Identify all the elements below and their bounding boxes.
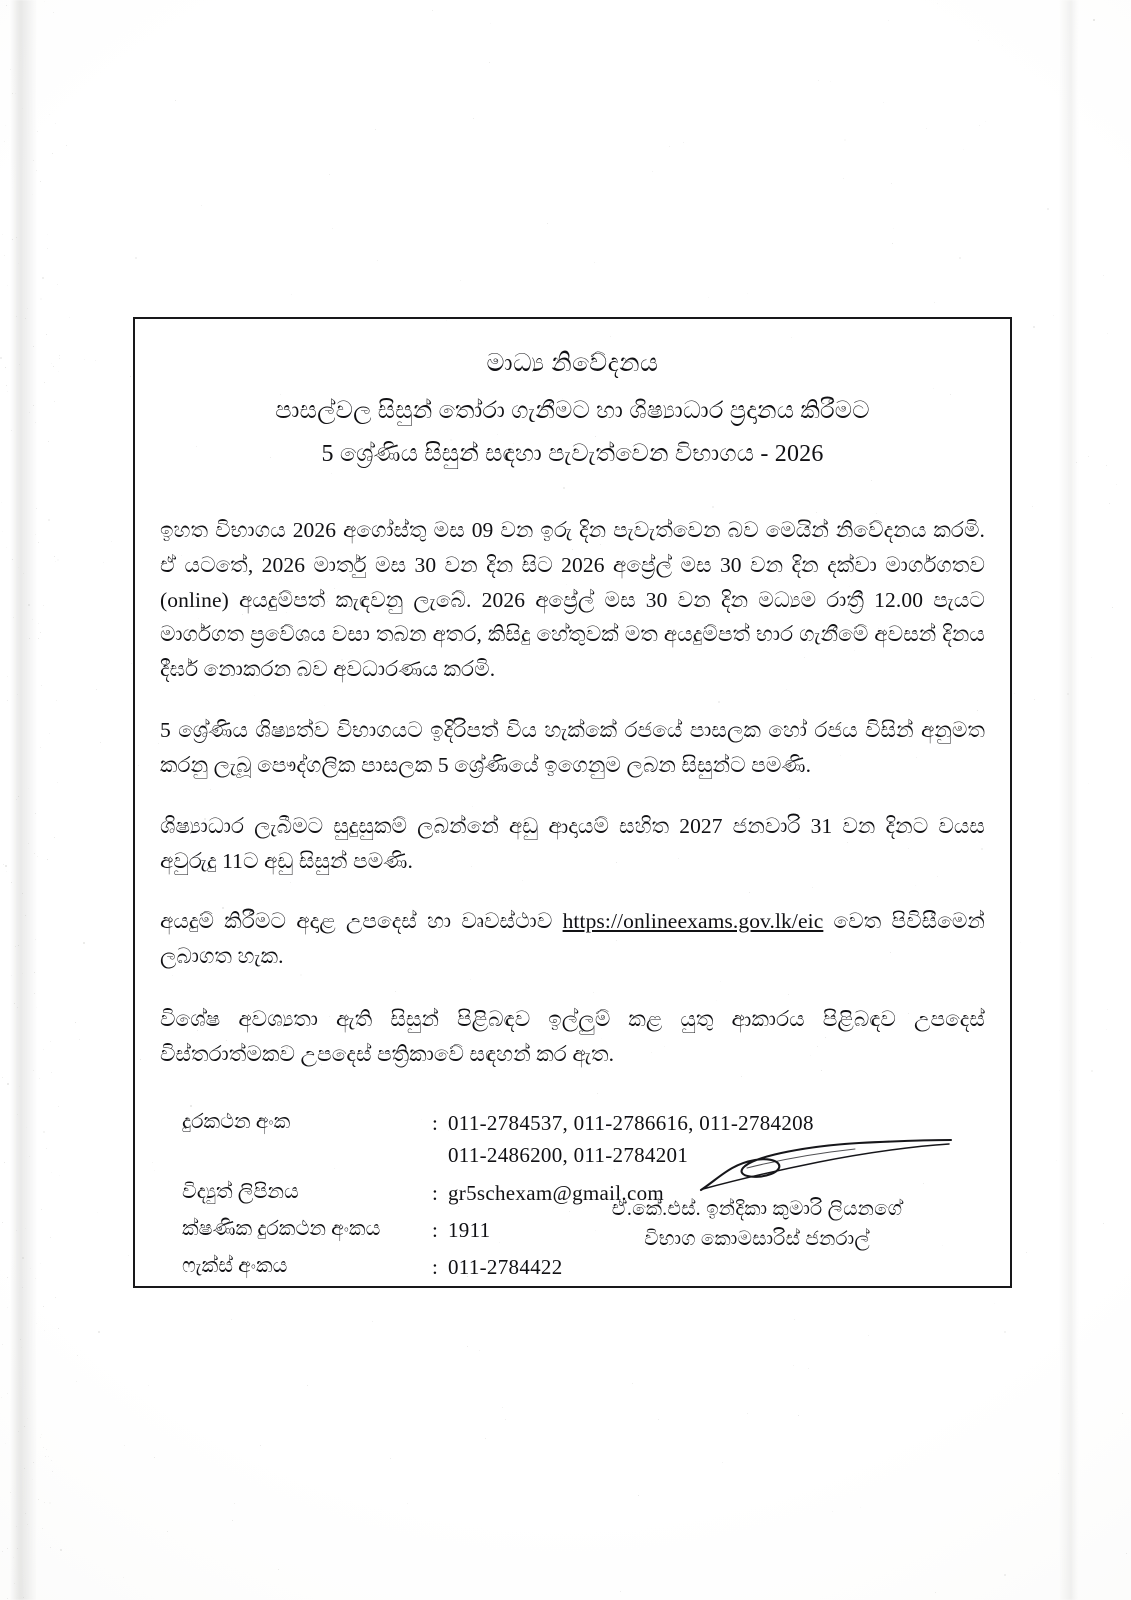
contact-label: විද්‍යුත් ලිපිනය [182,1180,299,1203]
paragraph-scholarship-age: ශිෂ්‍යාධාර ලැබීමට සුදුසුකම් ලබන්නේ අඩු ආදායම් සහිත 2027 ජනවාරි 31 වන දිනට වයස අවුරුදු 11ට අඩු සිසුන් පමණි. [160,813,985,873]
text-after-link: වෙත පිවිසීමෙන් ලබාගත හැක. [160,909,985,969]
handwritten-signature-icon [547,1138,967,1200]
signatory-name: ඒ.කේ.එස්. ඉන්දිකා කුමාරි ලියනගේ [611,1198,903,1220]
signature-block [547,1138,967,1254]
text-before-link: අයදුම් කිරීමට අදාළ උපදෙස් හා වෘවස්ථාව [160,909,563,934]
title-block [160,345,985,473]
page-title: මාධ්‍ය නිවේදනය [486,350,659,377]
signatory-designation: විභාග කොමසාරිස් ජනරාල් [644,1228,870,1250]
contact-label: දුරකථන අංක [182,1110,291,1133]
contact-value: 011-2784422 [448,1255,563,1280]
contact-label: ක්ෂණික දුරකථන අංකය [182,1217,381,1240]
subtitle-line-2: 5 ශ්‍රේණිය සිසුන් සඳහා පැවැත්වෙන විභාගය - 2026 [321,440,824,467]
contact-value-line-2: 011-2486200, 011-2784201 [448,1143,689,1168]
paragraph-eligibility-school: 5 ශ්‍රේණිය ශිෂ්‍යත්ව විභාගයට ඉදිරිපත් විය හැක්කේ රජයේ පාසලක හෝ රජය විසින් අනුමත කරනු ලැබූ පෞද්ගලික පාසලක 5 ශ්‍රේණියේ ඉගෙනුම ලබන සිසුන්ට පමණි. [160,718,985,777]
contact-label: ෆැක්ස් අංකය [182,1255,288,1278]
contact-value: 011-2784537, 011-2786616, 011-2784208 011-2486200, 011-2784201 [448,1108,814,1171]
contact-row [182,1252,985,1282]
contact-colon: : [432,1255,438,1280]
contact-value: 1911 [448,1217,491,1242]
online-exams-link[interactable]: https://onlineexams.gov.lk/eic [562,909,824,934]
paragraph-application-instructions [160,904,985,974]
notice-content [160,317,985,1288]
contact-colon: : [432,1110,438,1135]
contact-value: gr5schexam@gmail.com [448,1180,665,1205]
subtitle-line-1: පාසල්වල සිසුන් තෝරා ගැනීමට හා ශිෂ්‍යාධාර ප්‍රදානය කිරීමට [275,397,870,424]
paragraph-exam-date: ඉහත විභාගය 2026 අගෝස්තු මස 09 වන ඉරු දින පැවැත්වෙන බව මෙයින් නිවේදනය කරමි. ඒ යටතේ, 2026 මාර්තු මස 30 වන දින සිට 2026 අප්‍රේල් මස 30 වන දින දක්වා මාර්ගගතව (online) අයදුම්පත් කැඳවනු ලැබේ. 2026 අප්‍රේල් මස 30 වන දින මධ්‍යම රාත්‍රී 12.00 පැයට මාර්ගගත ප්‍රවේශය වසා තබන අතර, කිසිදු හේතුවක් මත අයදුම්පත් භාර ගැනීමේ අවසන් දිනය දීර්ඝ නොකරන බව අවධාරණය කරමි. [160,517,985,682]
contact-colon: : [432,1180,438,1205]
contact-colon: : [432,1217,438,1242]
paragraph-special-needs: විශේෂ අවශ්‍යතා ඇති සිසුන් පිළිබඳව ඉල්ලුම් කළ යුතු ආකාරය පිළිබඳව උපදෙස් විස්තරාත්මකව උපදෙස් පත්‍රිකාවේ සඳහන් කර ඇත. [160,1006,985,1066]
